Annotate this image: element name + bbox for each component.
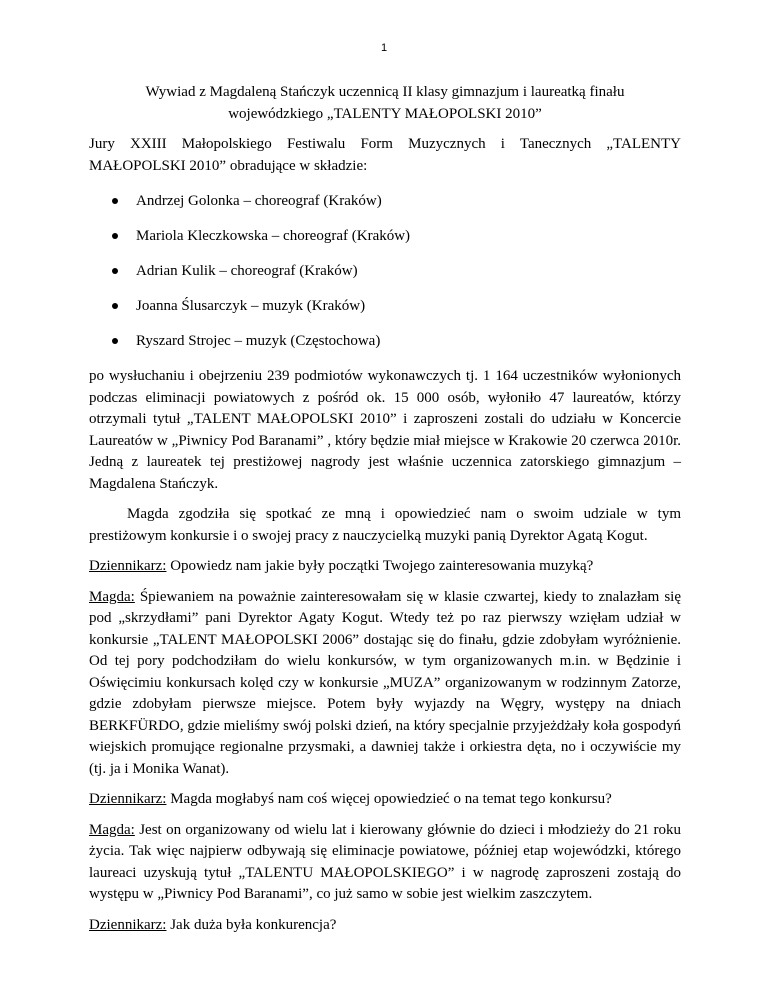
summary-paragraph: po wysłuchaniu i obejrzeniu 239 podmiotów wykonawczych tj. 1 164 uczestników wyłonionych podczas eliminacji powiatowych z pośród ok. 15 000 osób, wyłoniło 47 laureatów, którzy otrzymali tytuł „TALENT MAŁOPOLSKI 2010” i zaproszeni zostali do udziału w Koncercie Laureatów w „Piwnicy Pod Baranami” , który będzie miał miejsce w Krakowie 20 czerwca 2010r. Jedną z laureatek tej prestiżowej nagrody jest właśnie uczennica zatorskiego gimnazjum – Magdalena Stańczyk. xyxy=(89,368,681,492)
dialogue-text: Śpiewaniem na poważnie zainteresowałam się w klasie czwartej, kiedy to znalazłam się pod „skrzydłami” pani Dyrektor Agaty Kogut. Wtedy też po raz pierwszy wzięłam udział w konkursie „TALENT MAŁOPOLSKI 2006” dostając się do finału, gdzie zdobyłam wyróżnienie. Od tej pory podchodziłam do wielu konkursów, w tym organizowanych m.in. w Będzinie i Oświęcimiu konkursach kolęd czy w konkursie „MUZA” organizowanym w rodzinnym Zatorze, gdzie zdobyłam pierwsze miejsce. Potem były wyjazdy na Węgry, występy na dniach BERKFÜRDO, gdzie mieliśmy swój polski dzień, na który specjalnie przyjeżdżały koła gospodyń wiejskich promujące regionalne przysmaki, a dawniej także i orkiestra dęta, no i oczywiście my (tj. ja i Monika Wanat). xyxy=(89,588,681,777)
speaker-label: Dziennikarz: xyxy=(89,558,167,574)
jury-intro-paragraph: Jury XXIII Małopolskiego Festiwalu Form Muzycznych i Tanecznych „TALENTY MAŁOPOLSKI 2010” obradujące w składzie: xyxy=(89,136,681,174)
dialogue-question xyxy=(89,789,681,811)
dialogue-question xyxy=(89,915,681,937)
speaker-label: Magda: xyxy=(89,821,135,838)
jury-member: Ryszard Strojec – muzyk (Częstochowa) xyxy=(89,331,681,353)
jury-member: Adrian Kulik – choreograf (Kraków) xyxy=(89,261,681,283)
dialogue-text: Jak duża była konkurencja? xyxy=(166,916,337,933)
dialogue-answer xyxy=(89,587,681,781)
document-title xyxy=(89,82,681,125)
dialogue-answer xyxy=(89,820,681,906)
dialogue-text: Magda mogłabyś nam coś więcej opowiedzieć o na temat tego konkursu? xyxy=(166,791,612,807)
page-number: 1 xyxy=(380,42,388,54)
intro-paragraph: Magda zgodziła się spotkać ze mną i opowiedzieć nam o swoim udziale w tym prestiżowym konkursie i o swojej pracy z nauczycielką muzyki panią Dyrektor Agatą Kogut. xyxy=(89,506,681,544)
document-body xyxy=(89,82,681,945)
jury-member: Mariola Kleczkowska – choreograf (Kraków) xyxy=(89,226,681,248)
dialogue-question xyxy=(89,556,681,578)
title-line-1: Wywiad z Magdaleną Stańczyk uczennicą II klasy gimnazjum i laureatką finału xyxy=(145,84,625,100)
speaker-label: Dziennikarz: xyxy=(89,916,167,933)
title-line-2: wojewódzkiego „TALENTY MAŁOPOLSKI 2010” xyxy=(228,105,542,122)
dialogue-text: Jest on organizowany od wielu lat i kierowany głównie do dzieci i młodzieży do 21 roku życia. Tak więc najpierw odbywają się eliminacje powiatowe, później etap wojewódzki, którego laureaci uzyskują tytuł „TALENTU MAŁOPOLSKIEGO” i w nagrodę zaproszeni zostają do występu w „Piwnicy Pod Baranami”, co już samo w sobie jest wielkim zaszczytem. xyxy=(89,821,681,902)
jury-list xyxy=(89,191,681,353)
dialogue-text: Opowiedz nam jakie były początki Twojego zainteresowania muzyką? xyxy=(166,558,594,574)
jury-member: Andrzej Golonka – choreograf (Kraków) xyxy=(89,191,681,213)
speaker-label: Magda: xyxy=(89,588,135,605)
speaker-label: Dziennikarz: xyxy=(89,791,167,807)
jury-member: Joanna Ślusarczyk – muzyk (Kraków) xyxy=(89,296,681,318)
